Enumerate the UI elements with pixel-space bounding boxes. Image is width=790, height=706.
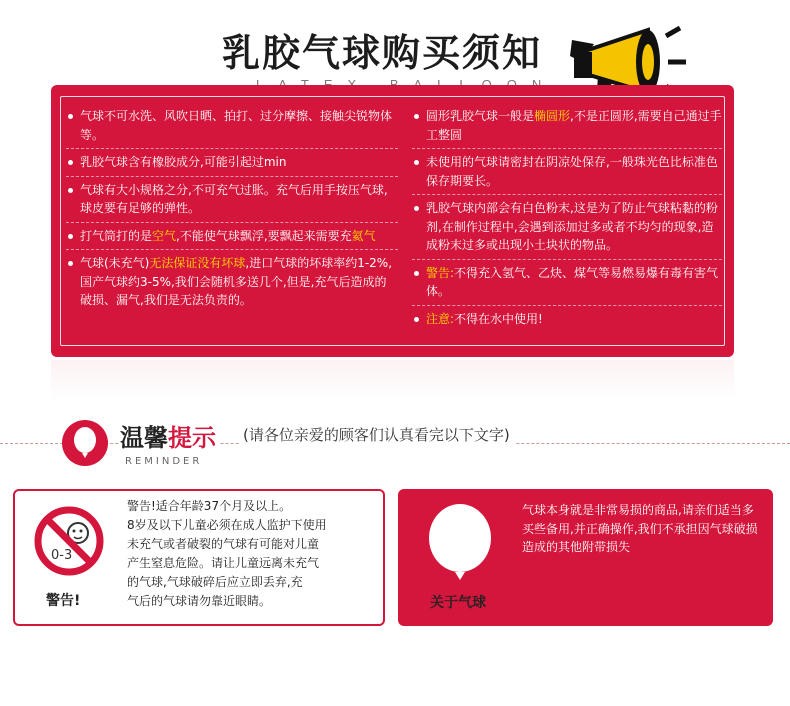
notice-list-right xyxy=(412,107,722,336)
reminder-title-b: 提示 xyxy=(168,424,216,452)
warning-line: 产生窒息危险。请让儿童远离未充气 xyxy=(127,556,320,570)
notice-text: 气球有大小规格之分,不可充气过胀。充气后用手按压气球,球皮要有足够的弹性。 xyxy=(80,182,388,215)
notice-text: ,不能使气球飘浮,要飘起来需要充 xyxy=(176,228,352,243)
notice-item xyxy=(66,181,398,223)
warning-line: 的气球,气球破碎后应立即丢弃,充 xyxy=(127,575,303,589)
balloon-icon xyxy=(62,420,108,466)
notice-text: ,不是正圆形,需要自己通过手工整圆 xyxy=(426,109,722,142)
notice-text: ,进口气球的坏球率约1-2%,国产气球约3-5%,我们会随机多送几个,但是,充气后造成的破损、漏气,我们是无法负责的。 xyxy=(80,256,393,307)
reminder-badge xyxy=(62,420,108,466)
page-title: 乳胶气球购买须知 xyxy=(222,31,543,75)
about-balloon-text: 气球本身就是非常易损的商品,请亲们适当多买些备用,并正确操作,我们不承担因气球破损造成的其他附带损失 xyxy=(522,503,758,554)
warning-line: 气后的气球请勿靠近眼睛。 xyxy=(127,594,272,608)
notice-text: 不得充入氢气、乙炔、煤气等易燃易爆有毒有害气体。 xyxy=(426,265,719,298)
notice-item xyxy=(412,199,722,260)
notice-item xyxy=(412,264,722,306)
notice-text: 未使用的气球请密封在阴凉处保存,一般珠光色比标准色保存期要长。 xyxy=(426,155,718,188)
notice-text: 气球不可水洗、风吹日晒、拍打、过分摩擦、接触尖锐物体等。 xyxy=(80,109,393,142)
warning-label: 警告! xyxy=(46,593,81,609)
notice-text: 乳胶气球含有橡胶成分,可能引起过min xyxy=(80,155,287,169)
notice-item xyxy=(66,254,398,314)
notice-text: 打气筒打的是 xyxy=(80,228,153,243)
notice-item xyxy=(412,107,722,149)
warning-line: 未充气或者破裂的气球有可能对儿童 xyxy=(127,537,320,551)
notice-item xyxy=(412,310,722,333)
panel-reflection xyxy=(51,360,734,400)
notice-text: 乳胶气球内部会有白色粉末,这是为了防止气球粘黏的粉剂,在制作过程中,会遇到添加过多或者不均匀的现象,造成粉末过多或出现小土块状的物品。 xyxy=(426,201,718,252)
about-balloon-label: 关于气球 xyxy=(430,595,486,611)
notice-item xyxy=(66,153,398,177)
warning-text xyxy=(127,497,377,611)
notice-list-left xyxy=(66,107,398,318)
notice-highlight: 椭圆形 xyxy=(534,109,571,123)
reminder-note: (请各位亲爱的顾客们认真看完以下文字) xyxy=(239,424,514,445)
notice-highlight: 氦气 xyxy=(351,228,376,243)
warning-line: 8岁及以下儿童必须在成人监护下使用 xyxy=(127,518,327,532)
notice-highlight: 注意: xyxy=(426,311,455,326)
reminder-title-a: 温馨 xyxy=(120,424,168,452)
age-sign-text: 0-3 xyxy=(51,548,73,563)
reminder-subtitle: REMINDER xyxy=(125,456,203,467)
warning-line: 警告!适合年龄37个月及以上。 xyxy=(127,499,292,513)
notice-text: 气球(未充气) xyxy=(80,256,150,270)
notice-item xyxy=(412,153,722,195)
notice-highlight: 空气 xyxy=(152,228,177,243)
notice-item xyxy=(66,107,398,149)
notice-highlight: 无法保证没有坏球 xyxy=(149,256,246,270)
notice-text: 不得在水中使用! xyxy=(454,311,543,326)
notice-text: 圆形乳胶气球一般是 xyxy=(426,109,535,123)
reminder-title xyxy=(120,418,220,453)
no-kids-sign-icon xyxy=(34,506,104,576)
balloon-icon xyxy=(423,500,497,596)
notice-highlight: 警告: xyxy=(426,265,455,280)
notice-item xyxy=(66,227,398,251)
